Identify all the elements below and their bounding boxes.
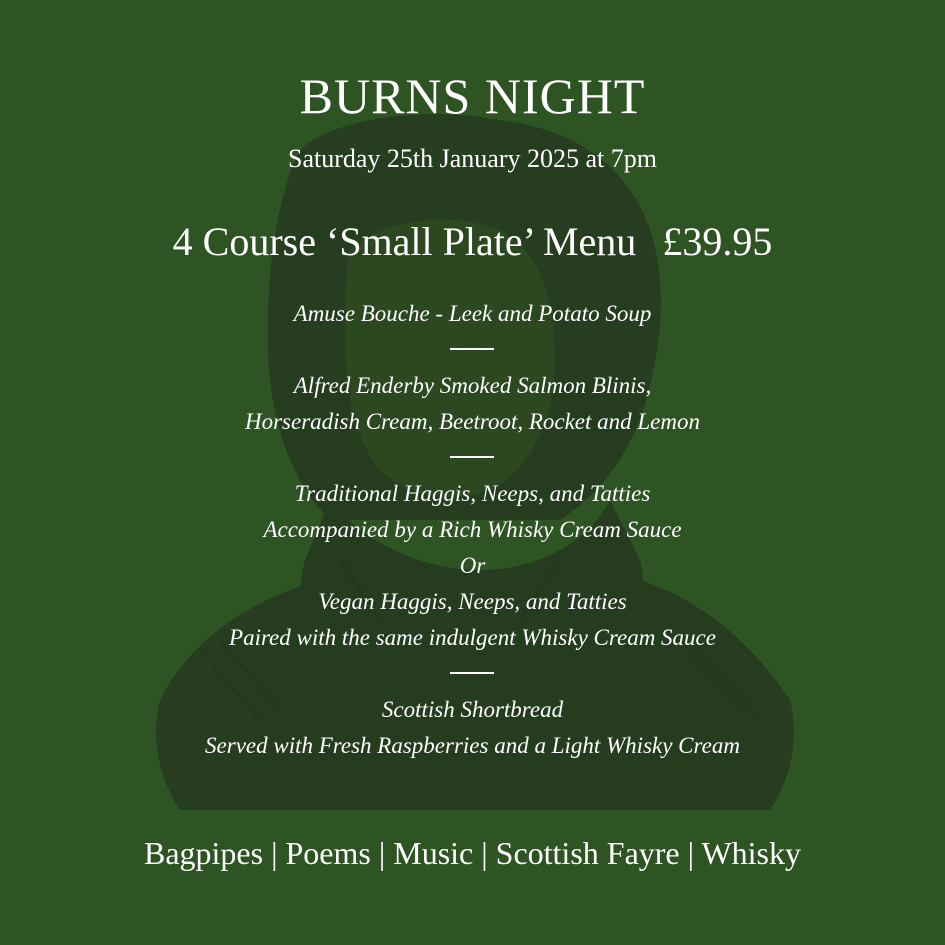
course-list <box>0 296 945 764</box>
menu-price: £39.95 <box>662 219 773 264</box>
course-3-or: Or <box>459 553 486 578</box>
course-4-line-2: Served with Fresh Raspberries and a Light Whisky Cream <box>205 733 740 758</box>
course-1-line-1: Amuse Bouche - Leek and Potato Soup <box>293 301 652 326</box>
course-3-line-2: Accompanied by a Rich Whisky Cream Sauce <box>263 517 682 542</box>
course-3-line-1: Traditional Haggis, Neeps, and Tatties <box>294 481 651 506</box>
course-divider <box>0 440 945 476</box>
course-divider <box>0 656 945 692</box>
course-2-line-2: Horseradish Cream, Beetroot, Rocket and Lemon <box>244 409 701 434</box>
menu-heading <box>0 218 945 266</box>
event-date: Saturday 25th January 2025 at 7pm <box>288 144 657 173</box>
course-2-line-1: Alfred Enderby Smoked Salmon Blinis, <box>293 373 652 398</box>
event-highlights: Bagpipes | Poems | Music | Scottish Fayre | Whisky <box>143 835 801 871</box>
course-3-line-3: Vegan Haggis, Neeps, and Tatties <box>318 589 627 614</box>
course-4-line-1: Scottish Shortbread <box>381 697 564 722</box>
course-3-line-4: Paired with the same indulgent Whisky Cream Sauce <box>229 625 716 650</box>
course-divider <box>0 332 945 368</box>
menu-heading-label: 4 Course ‘Small Plate’ Menu <box>172 219 637 264</box>
event-title: BURNS NIGHT <box>299 68 646 124</box>
